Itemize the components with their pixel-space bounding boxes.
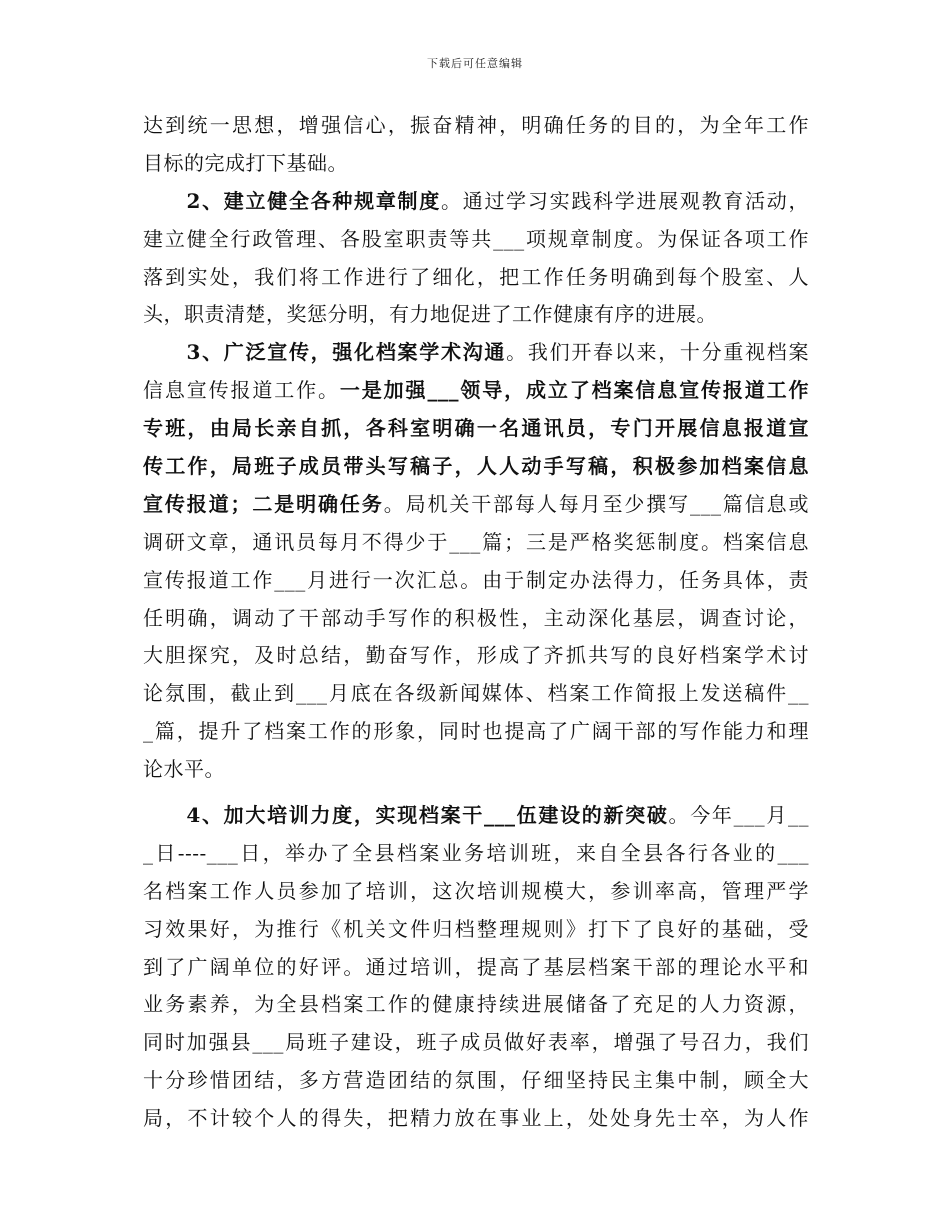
page-header: 下载后可任意编辑 bbox=[427, 57, 523, 70]
text-line bbox=[143, 1100, 809, 1138]
text-line bbox=[143, 911, 809, 949]
text-run: 宣传报道工作___月进行一次汇总。由于制定办法得力，任务具体，责 bbox=[143, 567, 809, 592]
text-line bbox=[143, 751, 809, 789]
text-run: 落到实处，我们将工作进行了细化，把工作任务明确到每个股室、人 bbox=[143, 264, 809, 289]
text-line bbox=[143, 562, 809, 600]
text-line bbox=[143, 713, 809, 751]
text-line bbox=[143, 797, 809, 835]
text-line bbox=[143, 334, 809, 372]
bold-text: 专班，由局长亲自抓，各科室明确一名通讯员，专门开展信息报道宣 bbox=[143, 416, 809, 441]
text-run: 。局机关干部每人每月至少撰写___篇信息或 bbox=[383, 491, 810, 516]
text-line bbox=[143, 107, 809, 145]
text-run: 头，职责清楚，奖惩分明，有力地促进了工作健康有序的进展。 bbox=[143, 302, 717, 327]
text-run: 业务素养，为全县档案工作的健康持续进展储备了充足的人力资源， bbox=[143, 992, 809, 1017]
text-run: 名档案工作人员参加了培训，这次培训规模大，参训率高，管理严学 bbox=[143, 878, 809, 903]
text-run: _篇，提升了档案工作的形象，同时也提高了广阔干部的写作能力和理 bbox=[143, 719, 809, 744]
text-line bbox=[143, 873, 809, 911]
text-line bbox=[143, 410, 809, 448]
document-body bbox=[143, 107, 809, 1138]
text-run: 论水平。 bbox=[143, 757, 225, 782]
text-run: 习效果好，为推行《机关文件归档整理规则》打下了良好的基础，受 bbox=[143, 916, 809, 941]
text-line bbox=[143, 524, 809, 562]
bold-text: 4、加大培训力度，实现档案干___伍建设的新突破 bbox=[143, 803, 669, 828]
text-line bbox=[143, 259, 809, 297]
text-run: 局，不计较个人的得失，把精力放在事业上，处处身先士卒，为人作 bbox=[143, 1106, 809, 1131]
text-line bbox=[143, 949, 809, 987]
text-run: 。我们开春以来，十分重视档案 bbox=[506, 340, 810, 365]
text-line bbox=[143, 448, 809, 486]
bold-text: 传工作，局班子成员带头写稿子，人人动手写稿，积极参加档案信息 bbox=[143, 454, 809, 479]
text-run: 。通过学习实践科学进展观教育活动， bbox=[441, 188, 810, 213]
text-line bbox=[143, 183, 809, 221]
text-run: _日----___日，举办了全县档案业务培训班，来自全县各行各业的___ bbox=[143, 840, 809, 865]
text-line bbox=[143, 835, 809, 873]
text-run: 到了广阔单位的好评。通过培训，提高了基层档案干部的理论水平和 bbox=[143, 954, 809, 979]
bold-text: 2、建立健全各种规章制度 bbox=[143, 188, 441, 213]
text-line bbox=[143, 600, 809, 638]
text-run: 同时加强县___局班子建设，班子成员做好表率，增强了号召力，我们 bbox=[143, 1030, 809, 1055]
text-run: 十分珍惜团结，多方营造团结的氛围，仔细坚持民主集中制，顾全大 bbox=[143, 1068, 809, 1093]
text-run: 任明确，调动了干部动手写作的积极性，主动深化基层，调查讨论， bbox=[143, 605, 809, 630]
text-run: 论氛围，截止到___月底在各级新闻媒体、档案工作简报上发送稿件__ bbox=[143, 681, 809, 706]
text-line bbox=[143, 372, 809, 410]
text-run: 信息宣传报道工作。 bbox=[143, 378, 340, 403]
text-line bbox=[143, 986, 809, 1024]
text-line bbox=[143, 637, 809, 675]
text-run: 达到统一思想，增强信心，振奋精神，明确任务的目的，为全年工作 bbox=[143, 113, 809, 137]
bold-text: 一是加强___领导，成立了档案信息宣传报道工作 bbox=[339, 378, 810, 403]
text-run: 。今年___月__ bbox=[668, 803, 810, 828]
text-line bbox=[143, 1062, 809, 1100]
text-line bbox=[143, 296, 809, 334]
bold-text: 3、广泛宣传，强化档案学术沟通 bbox=[143, 340, 507, 365]
text-line bbox=[143, 486, 809, 524]
text-run: 建立健全行政管理、各股室职责等共___项规章制度。为保证各项工作 bbox=[143, 226, 809, 251]
text-line bbox=[143, 1024, 809, 1062]
text-run: 目标的完成打下基础。 bbox=[143, 150, 348, 175]
bold-text: 宣传报道；二是明确任务 bbox=[143, 491, 384, 516]
text-run: 调研文章，通讯员每月不得少于___篇；三是严格奖惩制度。档案信息 bbox=[143, 529, 809, 554]
text-run: 大胆探究，及时总结，勤奋写作，形成了齐抓共写的良好档案学术讨 bbox=[143, 643, 809, 668]
text-line bbox=[143, 675, 809, 713]
text-line bbox=[143, 221, 809, 259]
text-line bbox=[143, 145, 809, 183]
